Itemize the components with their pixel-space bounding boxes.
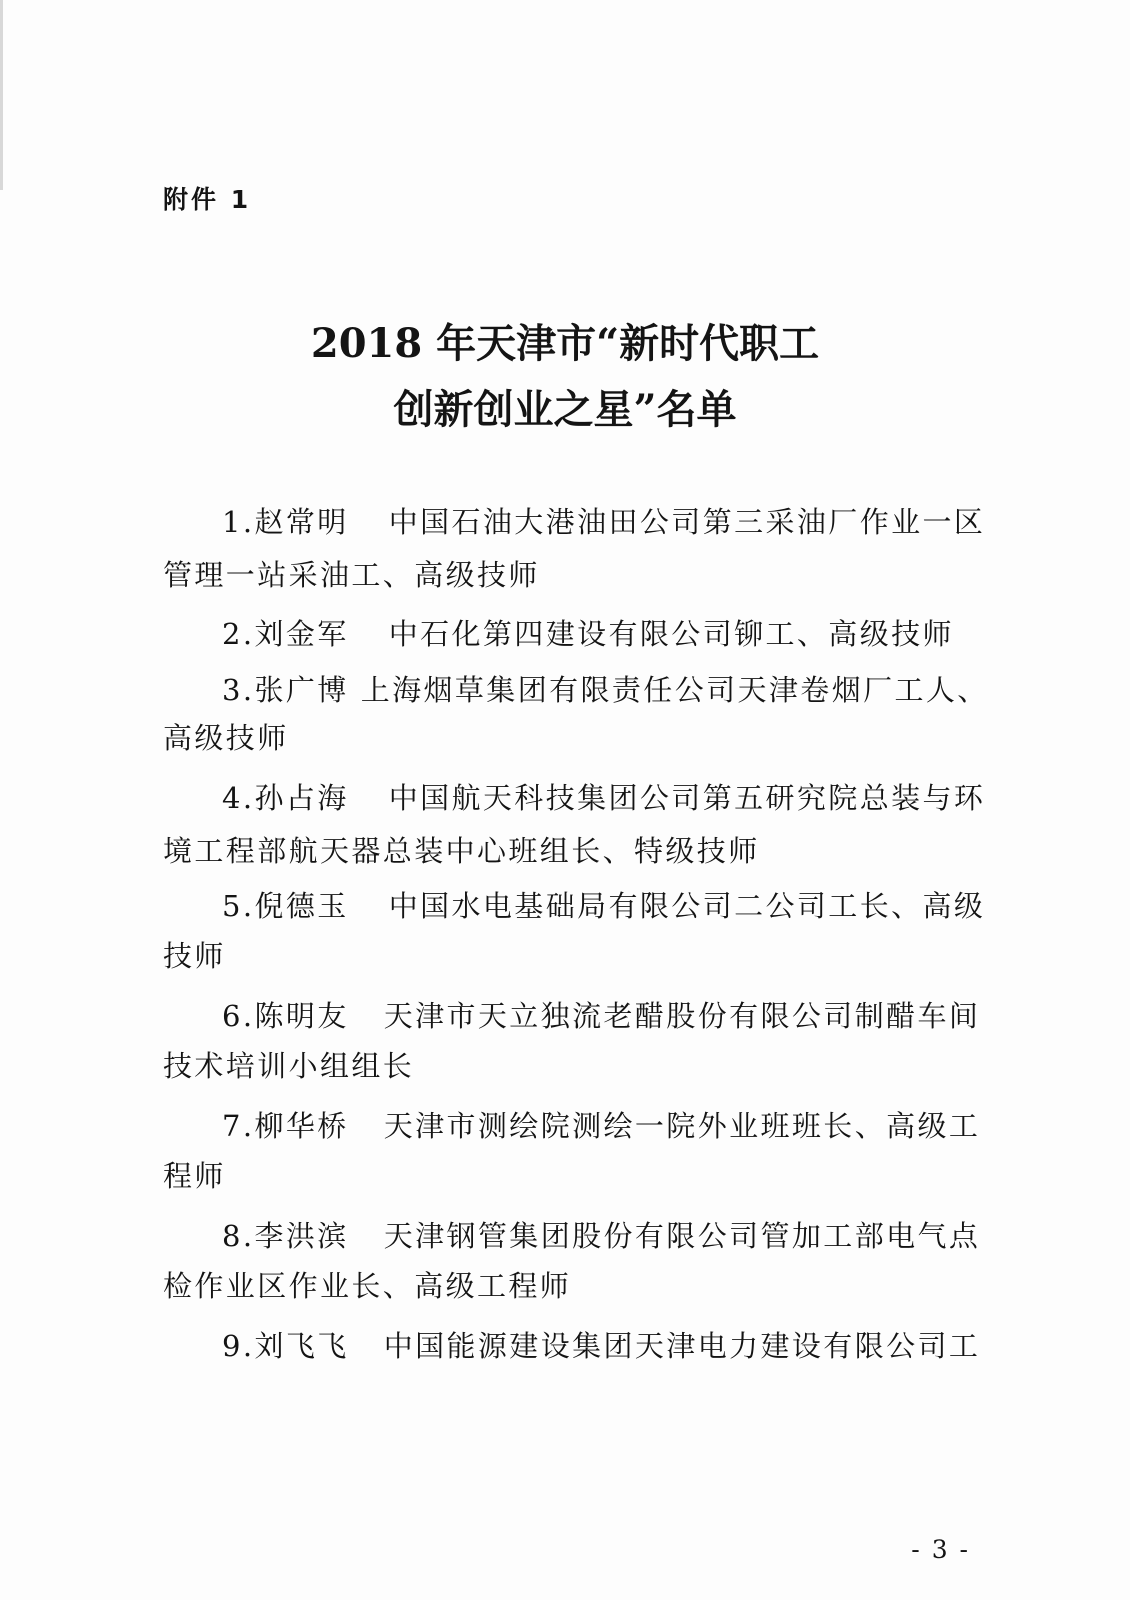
list-item-first-line — [222, 886, 985, 926]
list-item-first-line — [222, 778, 985, 818]
list-item-continuation: 技术培训小组组长 — [163, 1049, 415, 1083]
entry-description: 上海烟草集团有限责任公司天津卷烟厂工人、 — [360, 673, 989, 707]
entry-description: 天津市天立独流老醋股份有限公司制醋车间 — [383, 999, 981, 1033]
entry-number: 6. — [222, 999, 255, 1033]
entry-number: 8. — [222, 1219, 255, 1253]
attachment-label: 附件 1 — [163, 185, 252, 214]
entry-name: 孙占海 — [254, 781, 349, 815]
page-number: - 3 - — [911, 1535, 970, 1564]
entry-number: 4. — [222, 781, 255, 815]
entry-name: 张广博 — [254, 673, 349, 707]
list-item-first-line — [222, 1216, 980, 1256]
entry-name: 陈明友 — [254, 999, 349, 1033]
list-item-first-line — [222, 670, 989, 710]
entry-number: 3. — [222, 673, 255, 707]
list-item-continuation: 管理一站采油工、高级技师 — [163, 558, 540, 592]
list-item-first-line — [222, 1326, 980, 1366]
entry-name: 柳华桥 — [254, 1109, 349, 1143]
entry-description: 中国航天科技集团公司第五研究院总装与环 — [388, 781, 986, 815]
list-item-continuation: 技师 — [163, 939, 226, 973]
entry-description: 中国能源建设集团天津电力建设有限公司工 — [383, 1329, 981, 1363]
entry-description: 天津钢管集团股份有限公司管加工部电气点 — [383, 1219, 981, 1253]
entry-description: 天津市测绘院测绘一院外业班班长、高级工 — [383, 1109, 981, 1143]
entry-description: 中国水电基础局有限公司二公司工长、高级 — [388, 889, 986, 923]
entry-number: 9. — [222, 1329, 255, 1363]
list-item-first-line — [222, 996, 980, 1036]
entry-description: 中国石油大港油田公司第三采油厂作业一区 — [388, 505, 986, 539]
entry-name: 赵常明 — [254, 505, 349, 539]
list-item-first-line — [222, 1106, 980, 1146]
list-item-continuation: 检作业区作业长、高级工程师 — [163, 1269, 572, 1303]
list-item-continuation: 境工程部航天器总装中心班组长、特级技师 — [163, 834, 760, 868]
entry-name: 刘金军 — [254, 617, 349, 651]
entry-number: 2. — [222, 617, 255, 651]
entry-name: 倪德玉 — [254, 889, 349, 923]
document-title-line-2: 创新创业之星”名单 — [393, 386, 737, 433]
entry-name: 李洪滨 — [254, 1219, 349, 1253]
entry-description: 中石化第四建设有限公司铆工、高级技师 — [388, 617, 954, 651]
list-item-continuation: 高级技师 — [163, 721, 289, 755]
entry-name: 刘飞飞 — [254, 1329, 349, 1363]
list-item-first-line — [222, 614, 954, 654]
entry-number: 1. — [222, 505, 255, 539]
document-title-line-1: 2018 年天津市“新时代职工 — [310, 320, 820, 367]
list-item-first-line — [222, 502, 985, 542]
entry-number: 7. — [222, 1109, 255, 1143]
scan-edge-shadow — [0, 0, 3, 190]
entry-number: 5. — [222, 889, 255, 923]
list-item-continuation: 程师 — [163, 1159, 226, 1193]
